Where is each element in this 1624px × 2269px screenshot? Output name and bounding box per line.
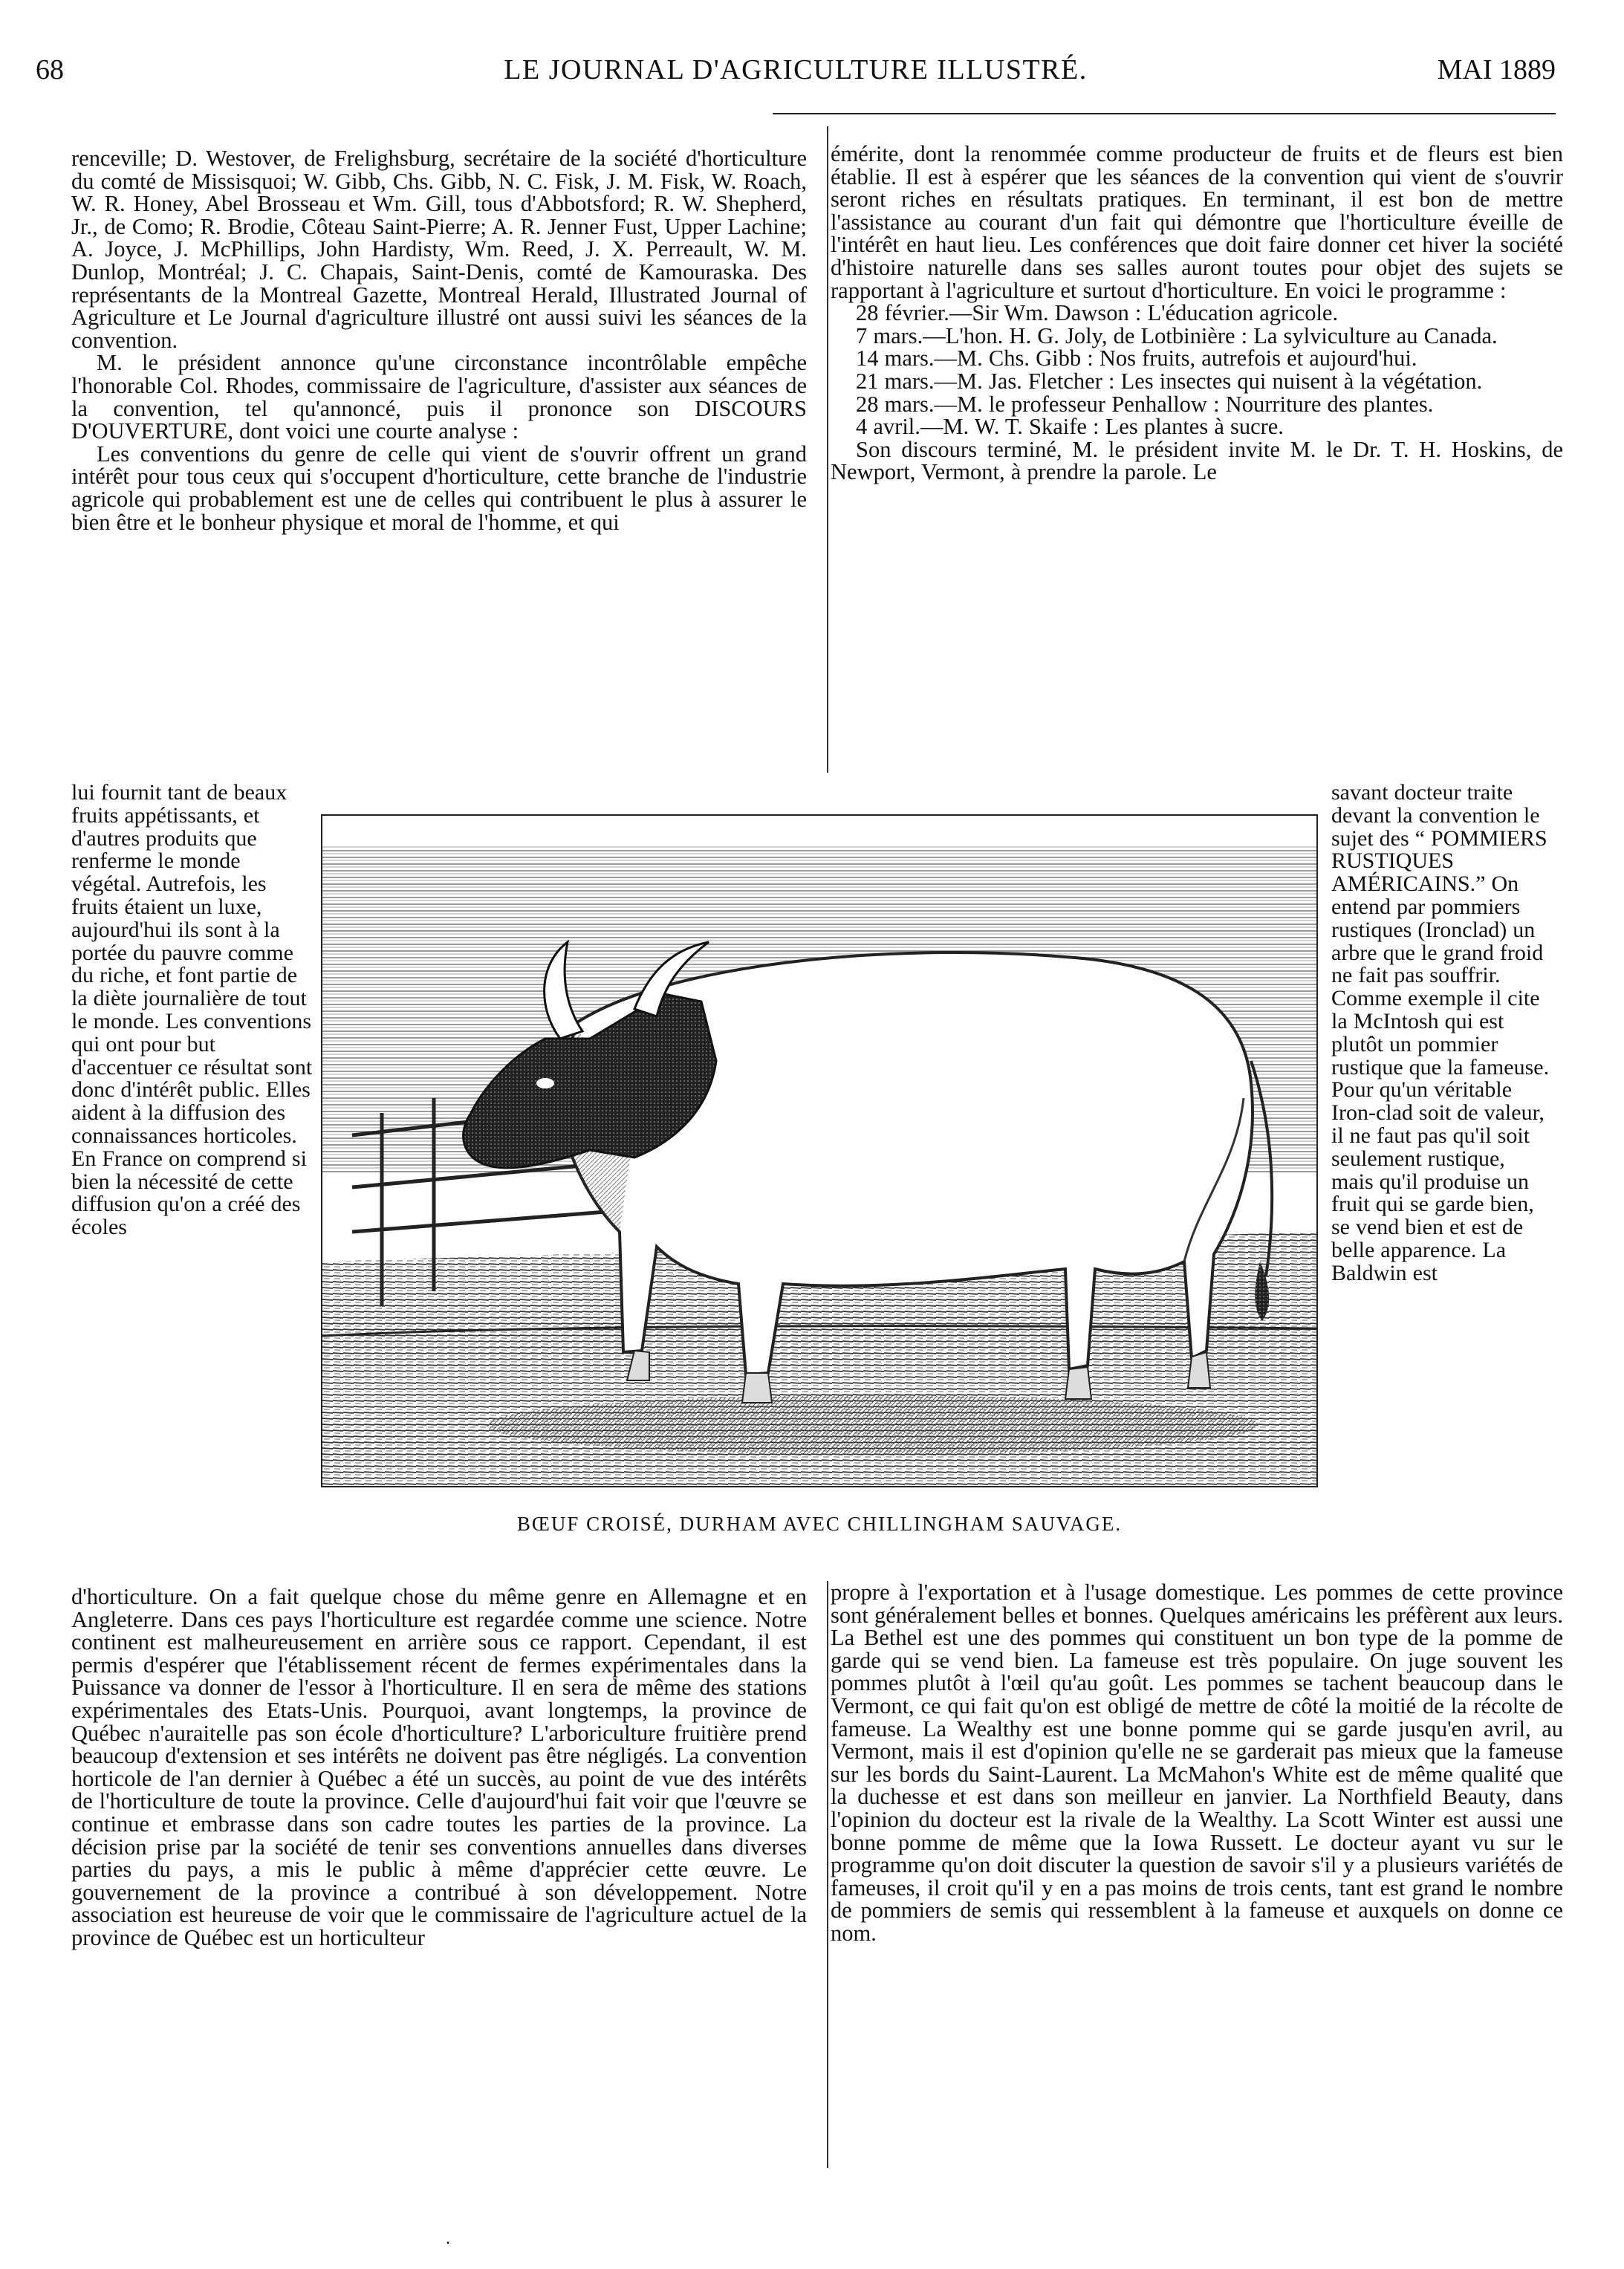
paragraph: M. le président annonce qu'une circonstance incontrôlable empêche l'honorable Col. Rhodes, commissaire de l'agriculture, d'assister aux séances de la convention, tel qu'annoncé, puis il prononce son DISCOURS D'OUVERTURE, dont voici une courte analyse : — [71, 350, 807, 444]
program-item: 7 mars.—L'hon. H. G. Joly, de Lotbinière : La sylviculture au Canada. — [856, 322, 1498, 348]
column-rule-bottom — [827, 1581, 828, 2168]
program-item: 14 mars.—M. Chs. Gibb : Nos fruits, autrefois et aujourd'hui. — [856, 345, 1417, 371]
footer-mark: . — [446, 2229, 450, 2248]
program-item: 4 avril.—M. W. T. Skaife : Les plantes à sucre. — [856, 414, 1284, 440]
running-head — [36, 46, 1556, 91]
bull-illustration — [322, 816, 1316, 1486]
program-item: 28 mars.—M. le professeur Penhallow : Nourriture des plantes. — [856, 391, 1434, 417]
column-2-narrow-text — [1331, 782, 1553, 1285]
page-number: 68 — [36, 54, 64, 85]
paragraph: Les conventions du genre de celle qui vient de s'ouvrir offrent un grand intérêt pour tous ceux qui s'occupent d'horticulture, cette branche de l'industrie agricole qui probablement est une de celles qui contribuent le plus à assurer le bien être et le bonheur physique et moral de l'homme, et qui — [71, 441, 807, 535]
figure-caption: BŒUF CROISÉ, DURHAM AVEC CHILLINGHAM SAUVAGE. — [516, 1513, 1123, 1535]
paragraph: renceville; D. Westover, de Frelighsburg, secrétaire de la société d'horticulture du comté de Missisquoi; W. Gibb, Chs. Gibb, N. C. Fisk, J. M. Fisk, W. Roach, W. R. Honey, Abel Brosseau et Wm. Gill, tous d'Abbotsford; R. W. Shepherd, Jr., de Como; R. Brodie, Côteau Saint-Pierre; A. R. Jenner Fust, Upper Lachine; A. Joyce, J. McPhillips, John Hardisty, Wm. Reed, J. X. Perreault, W. M. Dunlop, Montréal; J. C. Chapais, Saint-Denis, comté de Kamouraska. Des représentants de la Montreal Gazette, Montreal Herald, Illustrated Journal of Agriculture et Le Journal d'agriculture illustré ont aussi suivi les séances de la convention. — [71, 146, 807, 353]
paragraph: lui fournit tant de beaux fruits appétissants, et d'autres produits que renferme le monde végétal. Autrefois, les fruits étaient un luxe, aujourd'hui ils sont à la portée du pauvre comme du riche, et font partie de la diète journalière de tout le monde. Les conventions qui ont pour but d'accentuer ce résultat sont donc d'intérêt public. Elles aident à la diffusion des connaissances horticoles. En France on comprend si bien la nécessité de cette diffusion qu'on a créé des écoles — [71, 780, 313, 1240]
program-item: 21 mars.—M. Jas. Fletcher : Les insectes qui nuisent à la végétation. — [856, 368, 1483, 394]
column-1-top-text — [71, 147, 807, 533]
column-2-bottom-text — [831, 1581, 1563, 1945]
paragraph: d'horticulture. On a fait quelque chose du même genre en Allemagne et en Angleterre. Dans ces pays l'horticulture est regardée comme une science. Notre continent est malheureusement en arrière sous ce rapport. Cependant, il est permis d'espérer que l'établissement récent de fermes expérimentales dans la Puissance va donner de l'essor à l'horticulture. Il en sera de même des stations expérimentales des Etats-Unis. Pourquoi, avant longtemps, la province de Québec n'auraitelle pas son école d'horticulture? L'arboriculture fruitière prend beaucoup d'extension et ses intérêts ne doivent pas être négligés. La convention horticole de l'an dernier à Québec a été un succès, au point de vue des intérêts de l'horticulture de toute la province. Celle d'aujourd'hui fait voir que l'œuvre se continue et embrasse dans son cadre toutes les parties de la province. La décision prise par la société de tenir ses conventions annuelles dans diverses parties du pays, a mis le public à même d'apprécier cette œuvre. Le gouvernement de la province a contribué à son développement. Notre association est heureuse de voir que le commissaire de l'agriculture actuel de la province de Québec est un horticulteur — [71, 1584, 807, 1950]
journal-title: LE JOURNAL D'AGRICULTURE ILLUSTRÉ. — [504, 54, 1088, 85]
paragraph: savant docteur traite devant la convention le sujet des “ POMMIERS RUSTIQUES AMÉRICAINS.” On entend par pommiers rustiques (Ironclad) un arbre que le grand froid ne fait pas souffrir. Comme exemple il cite la McIntosh qui est plutôt un pommier rustique que la fameuse. Pour qu'un véritable Iron-clad soit de valeur, il ne faut pas qu'il soit seulement rustique, mais qu'il produise un fruit qui se garde bien, se vend bien et est de belle apparence. La Baldwin est — [1331, 780, 1550, 1285]
column-1-narrow-text — [71, 782, 315, 1239]
header-rule — [773, 113, 1556, 114]
issue-date: MAI 1889 — [1437, 54, 1556, 85]
column-1-bottom-text — [71, 1585, 807, 1950]
paragraph: propre à l'exportation et à l'usage domestique. Les pommes de cette province sont généralement belles et bonnes. Quelques américains les préfèrent aux leurs. La Bethel est une des pommes qui constituent un bon type de la pomme de garde qui se vend bien. La fameuse est très populaire. On juge souvent les pommes plutôt à l'œil qu'au goût. Les pommes se tachent beaucoup dans le Vermont, ce qui fait qu'on est obligé de mettre de côté la moitié de la récolte de fameuse. La Wealthy est une bonne pomme qui se garde jusqu'en avril, au Vermont, mais il est d'opinion qu'elle ne se garderait pas mieux que la fameuse sur les bords du Saint-Laurent. La McMahon's White est de même qualité que la duchesse et est dans son meilleur en janvier. La Northfield Beauty, dans l'opinion du docteur est la rivale de la Wealthy. La Scott Winter est aussi une bonne pomme de même que la Iowa Russett. Le docteur ayant vu sur le programme qu'on doit discuter la question de savoir s'il y a plusieurs variétés de fameuses, il croit qu'il y en a pas moins de trois cents, tant est grand le nombre de pommiers de semis qui ressemblent à la fameuse et auxquels on donne ce nom. — [831, 1580, 1563, 1946]
column-rule-top — [827, 126, 828, 773]
bull-engraving — [321, 814, 1318, 1487]
program-item: 28 février.—Sir Wm. Dawson : L'éducation agricole. — [856, 300, 1339, 326]
paragraph: Son discours terminé, M. le président invite M. le Dr. T. H. Hoskins, de Newport, Vermont, à prendre la parole. Le — [831, 436, 1563, 485]
paragraph: émérite, dont la renommée comme producteur de fruits et de fleurs est bien établie. Il est à espérer que les séances de la convention qui vient de s'ouvrir seront riches en résultats pratiques. En terminant, il est bon de mettre l'assistance au courant d'un fait qui démontre que l'horticulture éveille de l'intérêt en haut lieu. Les conférences que doit faire donner cet hiver la société d'histoire naturelle dans ses salles auront toutes pour objet des sujets se rapportant à l'agriculture et surtout d'horticulture. En voici le programme : — [831, 141, 1563, 303]
column-2-top-text — [831, 143, 1563, 484]
